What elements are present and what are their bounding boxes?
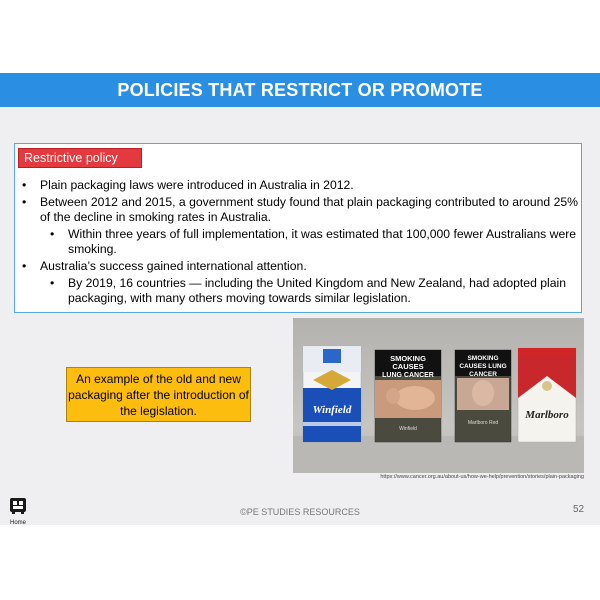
svg-text:SMOKING: SMOKING bbox=[467, 355, 499, 362]
page-number: 52 bbox=[573, 504, 585, 515]
bullet-item: • Between 2012 and 2015, a government study found that plain packaging contributed to around 25% of the decline in smoking rates in Australia. bbox=[22, 195, 578, 224]
image-source-link[interactable]: https://www.cancer.org.au/about-us/how-we-help/prevention/stories/plain-packaging bbox=[380, 474, 584, 480]
svg-text:LUNG CANCER: LUNG CANCER bbox=[382, 372, 434, 379]
svg-text:CAUSES: CAUSES bbox=[392, 362, 424, 371]
svg-text:Marlboro: Marlboro bbox=[525, 409, 569, 421]
sub-bullet-item: • By 2019, 16 countries — including the United Kingdom and New Zealand, had adopted plain packaging, with many others moving towards similar legislation. bbox=[50, 276, 566, 305]
bullet-list bbox=[22, 178, 578, 308]
bullet-item: • Australia’s success gained international attention. bbox=[22, 259, 307, 273]
winfield-old-pack bbox=[303, 346, 361, 442]
svg-text:CANCER: CANCER bbox=[469, 371, 497, 378]
slide-title: POLICIES THAT RESTRICT OR PROMOTE bbox=[0, 73, 600, 107]
bullet-item: • Plain packaging laws were introduced in Australia in 2012. bbox=[22, 178, 354, 192]
sub-bullet-item: • Within three years of full implementation, it was estimated that 100,000 fewer Australians were smoking. bbox=[50, 227, 577, 256]
home-label: Home bbox=[9, 520, 26, 526]
cigarette-packs-photo bbox=[293, 318, 584, 473]
svg-text:SMOKING: SMOKING bbox=[390, 354, 426, 363]
plain-pack-winfield bbox=[375, 350, 441, 442]
plain-pack-marlboro-red bbox=[455, 350, 511, 442]
example-note: An example of the old and new packaging after the introduction of the legislation. bbox=[66, 367, 251, 422]
svg-text:CAUSES LUNG: CAUSES LUNG bbox=[459, 363, 507, 370]
svg-text:Winfield: Winfield bbox=[312, 404, 352, 416]
svg-text:Winfield: Winfield bbox=[399, 426, 417, 432]
marlboro-old-pack bbox=[518, 348, 576, 442]
packs-illustration bbox=[293, 318, 584, 473]
restrictive-policy-tag: Restrictive policy bbox=[18, 148, 142, 168]
svg-text:Marlboro Red: Marlboro Red bbox=[467, 420, 499, 426]
footer-credit: ©PE STUDIES RESOURCES bbox=[240, 507, 360, 517]
